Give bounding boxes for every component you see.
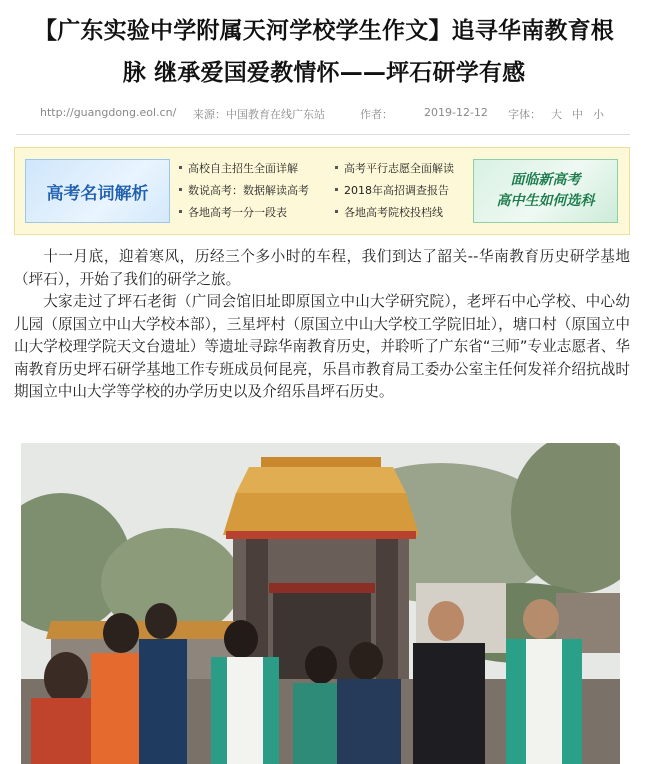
font-size-small-button[interactable]: 小	[593, 108, 604, 121]
article-paragraph: 大家走过了坪石老街（广同会馆旧址即原国立中山大学研究院），老坪石中心学校、中心幼儿园（原国立中山大学校本部），三星坪村（原国立中山大学校工学院旧址），塘口村（原国立中山大学校理学院天文台遗址）等遗址寻踪华南教育历史，并聆听了广东省“三师”专业志愿者、华南教育历史坪石研学基地工作专班成员何昆亮，乐昌市教育局工委办公室主任何发祥介绍抗战时期国立中山大学等学校的办学历史以及介绍乐昌坪石历史。	[14, 293, 630, 400]
article-photo	[21, 443, 620, 764]
font-size-selector	[508, 106, 604, 122]
gaokao-terms-label: 高考名词解析	[46, 183, 149, 204]
banner-link[interactable]: 各地高考院校投档线	[335, 203, 454, 225]
font-size-label: 字体：	[508, 108, 541, 121]
font-size-large-button[interactable]: 大	[551, 108, 562, 121]
source-label: 来源：中国教育在线广东站	[193, 108, 325, 121]
banner-link[interactable]: 高考平行志愿全面解读	[335, 159, 454, 181]
banner-link[interactable]: 数说高考：数据解读高考	[179, 181, 309, 203]
publish-date: 2019-12-12	[424, 106, 488, 119]
meta-divider	[16, 134, 630, 135]
font-size-medium-button[interactable]: 中	[572, 108, 583, 121]
article-title-line1: 【广东实验中学附属天河学校学生作文】追寻华南教育根	[34, 18, 614, 44]
subject-selection-line2: 高中生如何选科	[496, 193, 595, 209]
study-trip-photo	[21, 443, 620, 764]
source-url[interactable]: http://guangdong.eol.cn/	[40, 106, 177, 119]
gaokao-banner	[14, 147, 630, 235]
banner-links-column-2	[335, 159, 454, 225]
subject-selection-line1: 面临新高考	[510, 172, 581, 188]
banner-links-column-1	[179, 159, 309, 225]
author-label: 作者：	[360, 108, 393, 121]
article-body	[14, 246, 630, 404]
gaokao-terms-card[interactable]	[25, 159, 170, 223]
article-title	[0, 10, 648, 94]
banner-link[interactable]: 各地高考一分一段表	[179, 203, 309, 225]
article-title-line2: 脉 继承爱国爱教情怀——坪石研学有感	[122, 60, 526, 86]
article-paragraph: 十一月底，迎着寒风，历经三个多小时的车程，我们到达了韶关--华南教育历史研学基地（坪石），开始了我们的研学之旅。	[14, 248, 630, 288]
subject-selection-card[interactable]	[473, 159, 618, 223]
banner-link[interactable]: 2018年高招调查报告	[335, 181, 454, 203]
banner-link[interactable]: 高校自主招生全面详解	[179, 159, 309, 181]
article-meta	[0, 104, 648, 124]
